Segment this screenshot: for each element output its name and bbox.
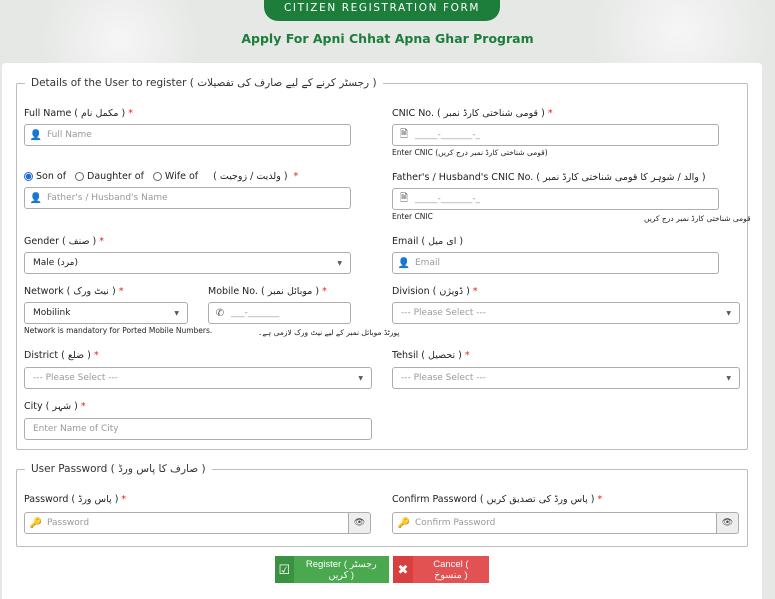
email-input[interactable]: 👤 Email	[392, 252, 719, 274]
division-label: Division ( ڈویژن ) *	[392, 286, 478, 297]
daughter-of-radio[interactable]	[75, 172, 84, 181]
phone-icon: ✆	[215, 307, 225, 319]
network-label: Network ( نیٹ ورک ) *	[24, 286, 124, 297]
tehsil-select[interactable]: --- Please Select --- ▼	[392, 367, 740, 389]
guardian-cnic-hint-urdu: قومی شناختی کارڈ نمبر درج کریں	[644, 214, 751, 223]
chevron-down-icon: ▼	[337, 259, 342, 267]
confirm-password-label: Confirm Password ( پاس ورڈ کی تصدیق کریں ) *	[392, 494, 603, 505]
relation-urdu-label: ( ولدیت / زوجیت )	[213, 171, 288, 182]
cnic-input[interactable]: 🗎 _____-_______-_	[392, 124, 719, 146]
relation-radio-group	[24, 171, 298, 182]
register-button-label: Register ( رجسٹر کریں )	[305, 558, 377, 581]
checkbox-check-icon: ☑	[275, 556, 294, 583]
form-subtitle: Apply For Apni Chhat Apna Ghar Program	[241, 31, 534, 46]
city-label: City ( شہر ) *	[24, 401, 86, 412]
document-icon: 🗎	[399, 192, 409, 204]
tehsil-label: Tehsil ( تحصیل ) *	[392, 350, 470, 361]
show-password-icon[interactable]: 👁	[349, 512, 371, 534]
son-of-label: Son of	[36, 171, 67, 182]
gender-label: Gender ( صنف ) *	[24, 236, 105, 247]
show-confirm-password-icon[interactable]: 👁	[717, 512, 739, 534]
district-select[interactable]: --- Please Select --- ▼	[24, 367, 372, 389]
password-fieldset	[16, 463, 748, 547]
user-icon: 👤	[29, 129, 43, 141]
mobile-label: Mobile No. ( موبائل نمبر ) *	[208, 286, 327, 297]
guardian-cnic-label: Father's / Husband's CNIC No. ( والد / شوہر کا قومی شناختی کارڈ نمبر )	[392, 172, 706, 183]
email-label: Email ( ای میل )	[392, 236, 464, 247]
close-icon: ✖	[393, 556, 413, 583]
division-select[interactable]: --- Please Select --- ▼	[392, 302, 740, 324]
chevron-down-icon: ▼	[174, 309, 179, 317]
chevron-down-icon: ▼	[726, 374, 731, 382]
wife-of-radio[interactable]	[153, 172, 162, 181]
user-details-legend: Details of the User to register ( رجسٹر کرنے کے لیے صارف کی تفصیلات )	[31, 77, 377, 89]
mobile-input[interactable]: ✆ ___-_______	[208, 302, 351, 324]
guardian-cnic-hint: Enter CNIC	[392, 212, 433, 221]
password-label: Password ( پاس ورڈ ) *	[24, 494, 127, 505]
full-name-label: Full Name ( مکمل نام ) *	[24, 108, 133, 119]
user-icon: 👤	[29, 192, 43, 204]
cnic-hint: Enter CNIC (قومی شناختی کارڈ نمبر درج کریں)	[392, 148, 548, 157]
register-button[interactable]	[275, 556, 389, 583]
guardian-cnic-input[interactable]: 🗎 _____-_______-_	[392, 188, 719, 210]
password-input[interactable]: 🔑 Password	[24, 512, 349, 534]
relation-required: *	[293, 171, 299, 182]
form-title: CITIZEN REGISTRATION FORM	[264, 0, 500, 21]
wife-of-label: Wife of	[164, 171, 199, 182]
chevron-down-icon: ▼	[358, 374, 363, 382]
document-icon: 🗎	[399, 128, 409, 140]
cnic-label: CNIC No. ( قومی شناختی کارڈ نمبر ) *	[392, 108, 553, 119]
district-label: District ( ضلع ) *	[24, 350, 99, 361]
city-input[interactable]: Enter Name of City	[24, 418, 372, 440]
mobile-hint: پورٹڈ موبائل نمبر کے لیے نیٹ ورک لازمی ہے۔	[258, 328, 400, 337]
daughter-of-label: Daughter of	[87, 171, 144, 182]
key-icon: 🔑	[29, 517, 43, 529]
gender-select[interactable]: Male (مرد) ▼	[24, 252, 351, 274]
password-legend: User Password ( صارف کا پاس ورڈ )	[31, 463, 206, 475]
full-name-input[interactable]: 👤 Full Name	[24, 124, 351, 146]
son-of-radio[interactable]	[24, 172, 33, 181]
cancel-button[interactable]	[393, 556, 489, 583]
cancel-button-label: Cancel ( منسوخ )	[433, 558, 469, 581]
user-icon: 👤	[397, 257, 411, 269]
confirm-password-input[interactable]: 🔑 Confirm Password	[392, 512, 717, 534]
key-icon: 🔑	[397, 517, 411, 529]
guardian-name-input[interactable]: 👤 Father's / Husband's Name	[24, 187, 351, 209]
network-hint: Network is mandatory for Ported Mobile Numbers.	[24, 326, 213, 335]
chevron-down-icon: ▼	[726, 309, 731, 317]
network-select[interactable]: Mobilink ▼	[24, 302, 188, 324]
